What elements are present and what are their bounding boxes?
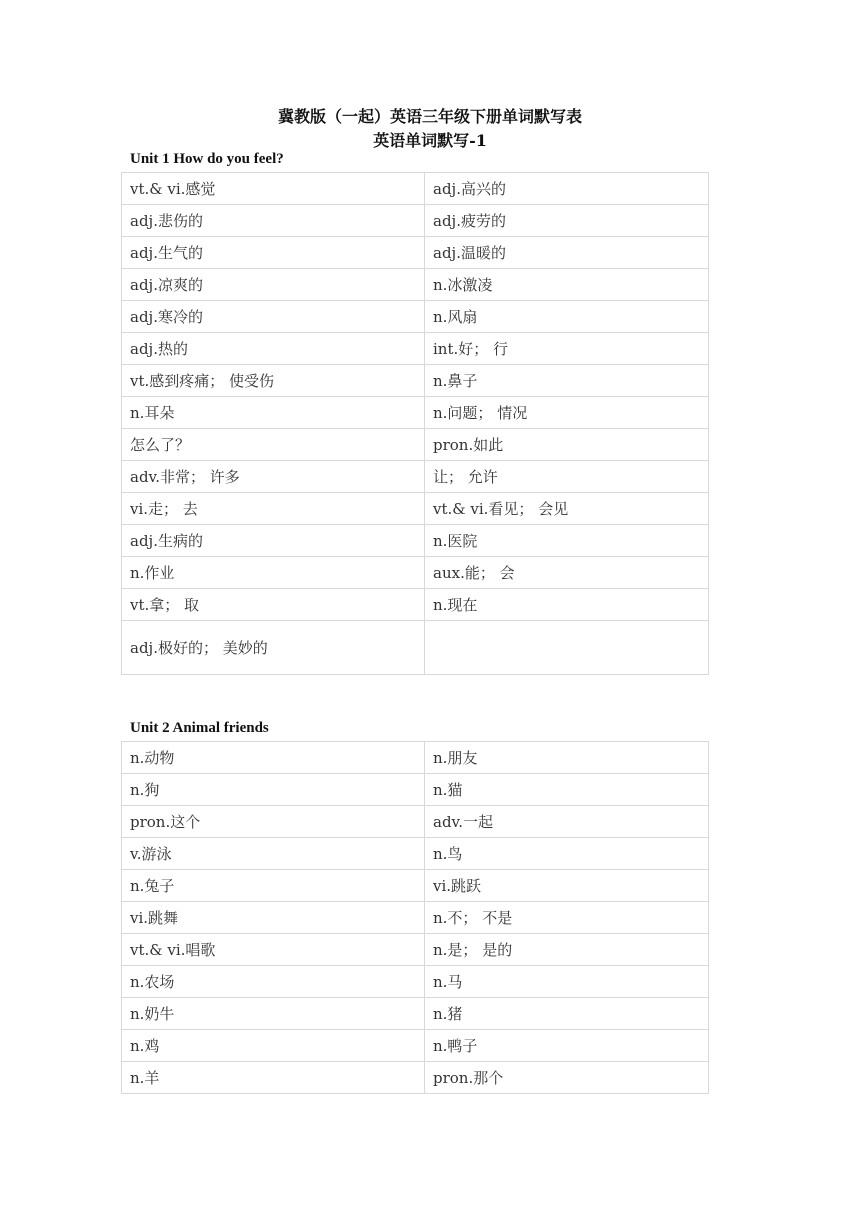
word-cell: adv.非常； 许多	[122, 461, 425, 493]
table-row	[122, 429, 709, 461]
word-cell: n.鼻子	[425, 365, 709, 397]
unit2-heading: Unit 2 Animal friends	[130, 720, 269, 736]
word-cell: adj.凉爽的	[122, 269, 425, 301]
word-cell: n.耳朵	[122, 397, 425, 429]
word-cell: pron.这个	[122, 806, 425, 838]
table-row	[122, 870, 709, 902]
word-cell: vt.& vi.唱歌	[122, 934, 425, 966]
empty-cell	[425, 621, 709, 675]
word-cell: pron.如此	[425, 429, 709, 461]
table-row	[122, 397, 709, 429]
table-row	[122, 237, 709, 269]
table-row	[122, 525, 709, 557]
table-row	[122, 742, 709, 774]
table-row	[122, 461, 709, 493]
word-cell: vt.感到疼痛； 使受伤	[122, 365, 425, 397]
word-cell: n.鸭子	[425, 1030, 709, 1062]
word-cell: n.作业	[122, 557, 425, 589]
table-row	[122, 774, 709, 806]
word-cell: n.风扇	[425, 301, 709, 333]
word-cell: 让； 允许	[425, 461, 709, 493]
word-cell: adj.生气的	[122, 237, 425, 269]
table-row	[122, 838, 709, 870]
word-cell: adj.温暖的	[425, 237, 709, 269]
unit1-vocab-table	[121, 172, 709, 675]
table-row	[122, 493, 709, 525]
table-row	[122, 301, 709, 333]
word-cell: n.问题； 情况	[425, 397, 709, 429]
word-cell: adj.极好的； 美妙的	[122, 621, 425, 675]
word-cell: vt.& vi.感觉	[122, 173, 425, 205]
table-row	[122, 205, 709, 237]
word-cell: vi.跳舞	[122, 902, 425, 934]
word-cell: n.马	[425, 966, 709, 998]
word-cell: aux.能； 会	[425, 557, 709, 589]
table-row	[122, 1062, 709, 1094]
word-cell: adj.寒冷的	[122, 301, 425, 333]
word-cell: pron.那个	[425, 1062, 709, 1094]
word-cell: n.狗	[122, 774, 425, 806]
table-row	[122, 557, 709, 589]
word-cell: n.羊	[122, 1062, 425, 1094]
word-cell: vt.& vi.看见； 会见	[425, 493, 709, 525]
word-cell: vi.跳跃	[425, 870, 709, 902]
table-row	[122, 333, 709, 365]
word-cell: int.好； 行	[425, 333, 709, 365]
word-cell: n.农场	[122, 966, 425, 998]
word-cell: 怎么了？	[122, 429, 425, 461]
table-row	[122, 934, 709, 966]
word-cell: n.是； 是的	[425, 934, 709, 966]
word-cell: n.猪	[425, 998, 709, 1030]
table-row	[122, 269, 709, 301]
word-cell: n.鸟	[425, 838, 709, 870]
unit2-vocab-table	[121, 741, 709, 1094]
word-cell: adj.疲劳的	[425, 205, 709, 237]
word-cell: n.奶牛	[122, 998, 425, 1030]
word-cell: n.猫	[425, 774, 709, 806]
table-row	[122, 1030, 709, 1062]
word-cell: adj.高兴的	[425, 173, 709, 205]
word-cell: n.动物	[122, 742, 425, 774]
word-cell: n.冰激凌	[425, 269, 709, 301]
document-subtitle: 英语单词默写-1	[373, 131, 487, 150]
word-cell: n.不； 不是	[425, 902, 709, 934]
unit1-heading: Unit 1 How do you feel?	[130, 151, 284, 167]
word-cell: adj.悲伤的	[122, 205, 425, 237]
word-cell: v.游泳	[122, 838, 425, 870]
word-cell: adj.生病的	[122, 525, 425, 557]
word-cell: n.兔子	[122, 870, 425, 902]
table-row	[122, 966, 709, 998]
word-cell: n.鸡	[122, 1030, 425, 1062]
word-cell: vt.拿； 取	[122, 589, 425, 621]
table-row	[122, 806, 709, 838]
table-row	[122, 902, 709, 934]
word-cell: n.现在	[425, 589, 709, 621]
word-cell: n.医院	[425, 525, 709, 557]
word-cell: adj.热的	[122, 333, 425, 365]
table-row	[122, 621, 709, 675]
table-row	[122, 173, 709, 205]
table-row	[122, 589, 709, 621]
word-cell: vi.走； 去	[122, 493, 425, 525]
table-row	[122, 998, 709, 1030]
document-title: 冀教版（一起）英语三年级下册单词默写表	[277, 107, 582, 126]
word-cell: adv.一起	[425, 806, 709, 838]
table-row	[122, 365, 709, 397]
word-cell: n.朋友	[425, 742, 709, 774]
